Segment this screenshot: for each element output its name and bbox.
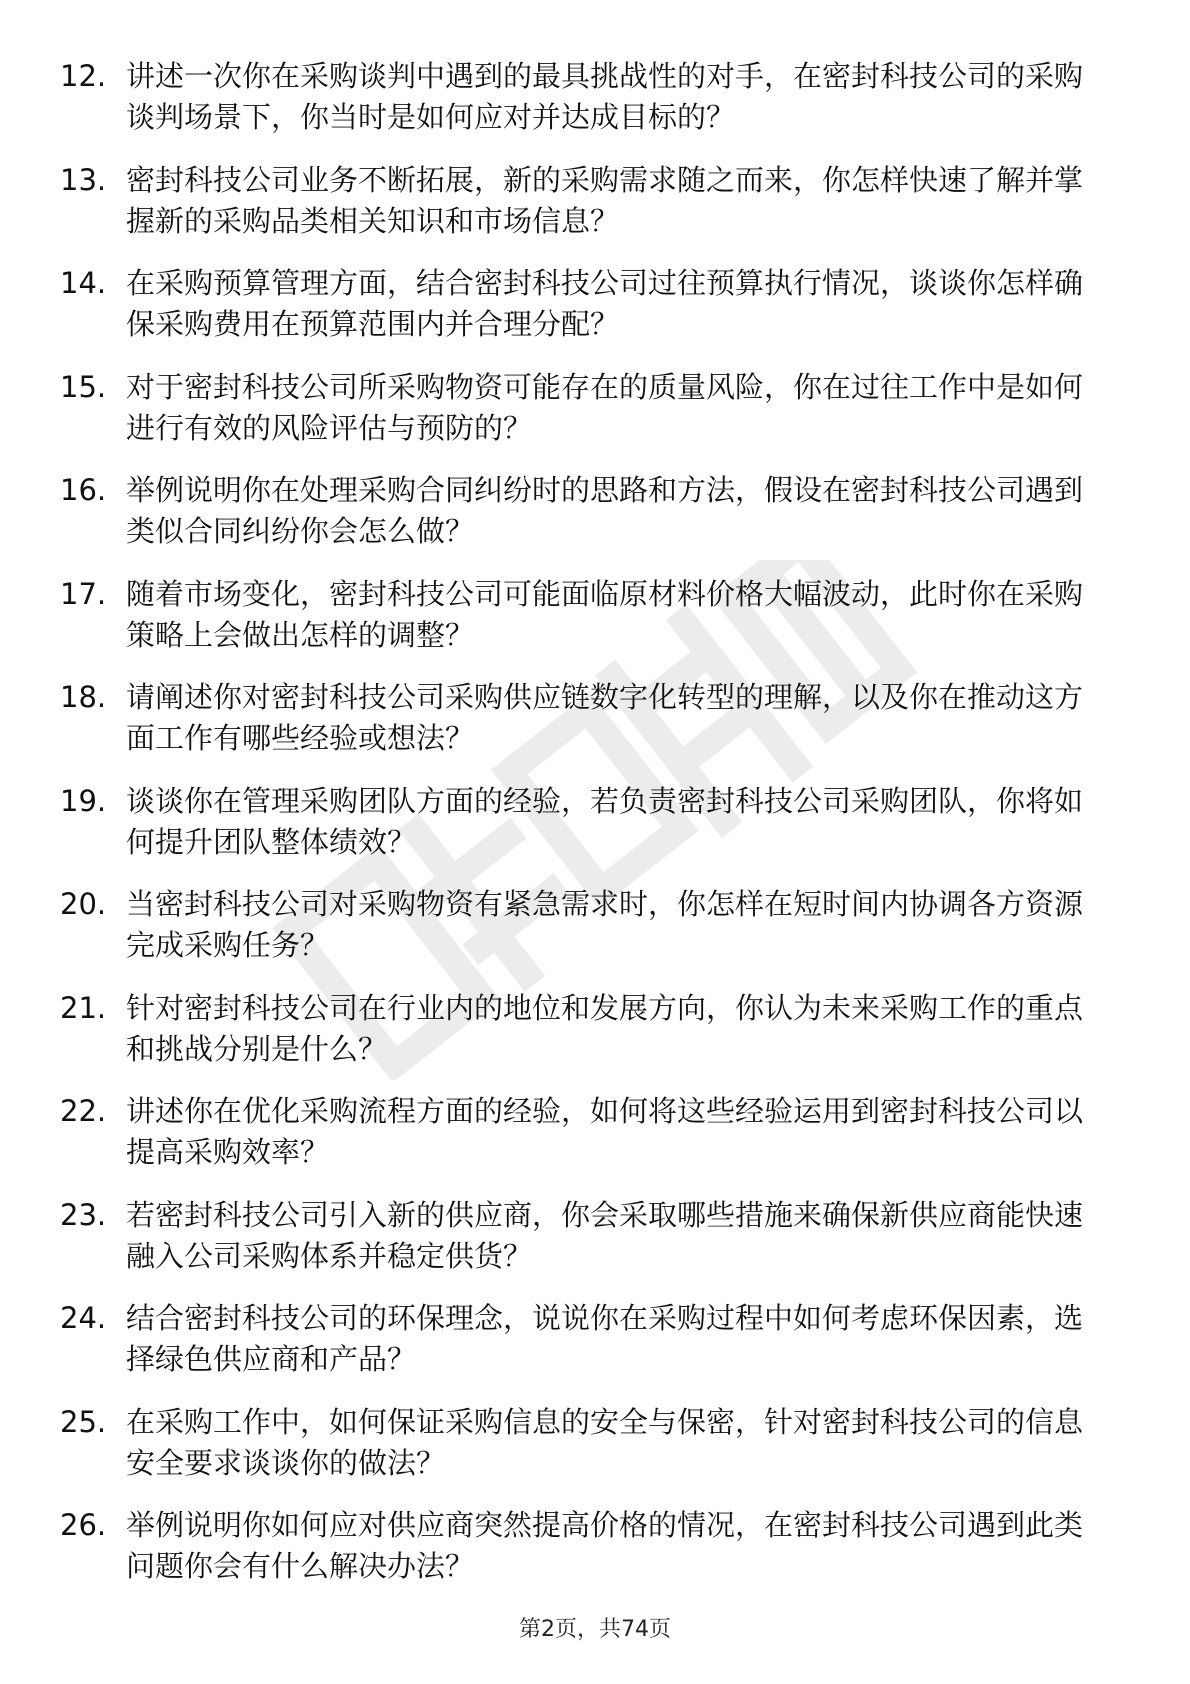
question-item (0, 247, 1190, 351)
question-number: 23. (60, 1197, 107, 1232)
question-text: 在采购预算管理方面，结合密封科技公司过往预算执行情况，谈谈你怎样确保采购费用在预算范围内并合理分配？ (126, 266, 1084, 341)
question-number: 14. (60, 266, 107, 300)
question-number: 22. (60, 1094, 107, 1128)
question-item (0, 972, 1190, 1076)
question-text: 针对密封科技公司在行业内的地位和发展方向，你认为未来采购工作的重点和挑战分别是什么？ (126, 990, 1084, 1066)
question-item (0, 144, 1190, 248)
question-number: 26. (60, 1508, 107, 1542)
question-number: 20. (60, 887, 107, 921)
question-text: 当密封科技公司对采购物资有紧急需求时，你怎样在短时间内协调各方资源完成采购任务？ (126, 887, 1084, 962)
question-text: 结合密封科技公司的环保理念，说说你在采购过程中如何考虑环保因素，选择绿色供应商和产品？ (126, 1301, 1084, 1376)
question-item (0, 351, 1190, 455)
question-number: 16. (60, 473, 107, 507)
question-text: 随着市场变化，密封科技公司可能面临原材料价格大幅波动，此时你在采购策略上会做出怎样的调整？ (126, 576, 1084, 652)
question-item (0, 1282, 1190, 1386)
question-text: 讲述一次你在采购谈判中遇到的最具挑战性的对手，在密封科技公司的采购谈判场景下，你当时是如何应对并达成目标的？ (126, 59, 1084, 134)
question-text: 若密封科技公司引入新的供应商，你会采取哪些措施来确保新供应商能快速融入公司采购体系并稳定供货？ (126, 1197, 1084, 1273)
question-number: 24. (60, 1301, 107, 1335)
question-number: 13. (60, 162, 107, 197)
question-text: 举例说明你在处理采购合同纠纷时的思路和方法，假设在密封科技公司遇到类似合同纠纷你会怎么做？ (126, 473, 1084, 548)
question-item (0, 454, 1190, 558)
page-footer (0, 1615, 1190, 1645)
question-text: 请阐述你对密封科技公司采购供应链数字化转型的理解，以及你在推动这方面工作有哪些经验或想法？ (126, 680, 1084, 755)
question-number: 21. (60, 990, 107, 1025)
question-text: 密封科技公司业务不断拓展，新的采购需求随之而来，你怎样快速了解并掌握新的采购品类相关知识和市场信息？ (126, 162, 1084, 238)
question-item (0, 1386, 1190, 1490)
question-text: 谈谈你在管理采购团队方面的经验，若负责密封科技公司采购团队，你将如何提升团队整体绩效？ (126, 783, 1084, 859)
question-item (0, 558, 1190, 662)
question-item (0, 868, 1190, 972)
question-item (0, 40, 1190, 144)
question-item (0, 765, 1190, 869)
question-item (0, 1179, 1190, 1283)
question-number: 19. (60, 783, 107, 818)
question-item (0, 661, 1190, 765)
question-number: 15. (60, 369, 107, 404)
question-list (0, 40, 1190, 1593)
question-item (0, 1489, 1190, 1593)
question-text: 讲述你在优化采购流程方面的经验，如何将这些经验运用到密封科技公司以提高采购效率？ (126, 1094, 1084, 1169)
question-text: 在采购工作中，如何保证采购信息的安全与保密，针对密封科技公司的信息安全要求谈谈你的做法？ (126, 1404, 1084, 1480)
question-number: 18. (60, 680, 107, 714)
question-number: 12. (60, 59, 107, 93)
question-number: 17. (60, 576, 107, 611)
page-number: 第2页，共74页 (519, 1617, 671, 1642)
question-number: 25. (60, 1404, 107, 1439)
question-item (0, 1075, 1190, 1179)
question-text: 对于密封科技公司所采购物资可能存在的质量风险，你在过往工作中是如何进行有效的风险评估与预防的？ (126, 369, 1084, 445)
question-text: 举例说明你如何应对供应商突然提高价格的情况，在密封科技公司遇到此类问题你会有什么解决办法？ (126, 1508, 1084, 1583)
